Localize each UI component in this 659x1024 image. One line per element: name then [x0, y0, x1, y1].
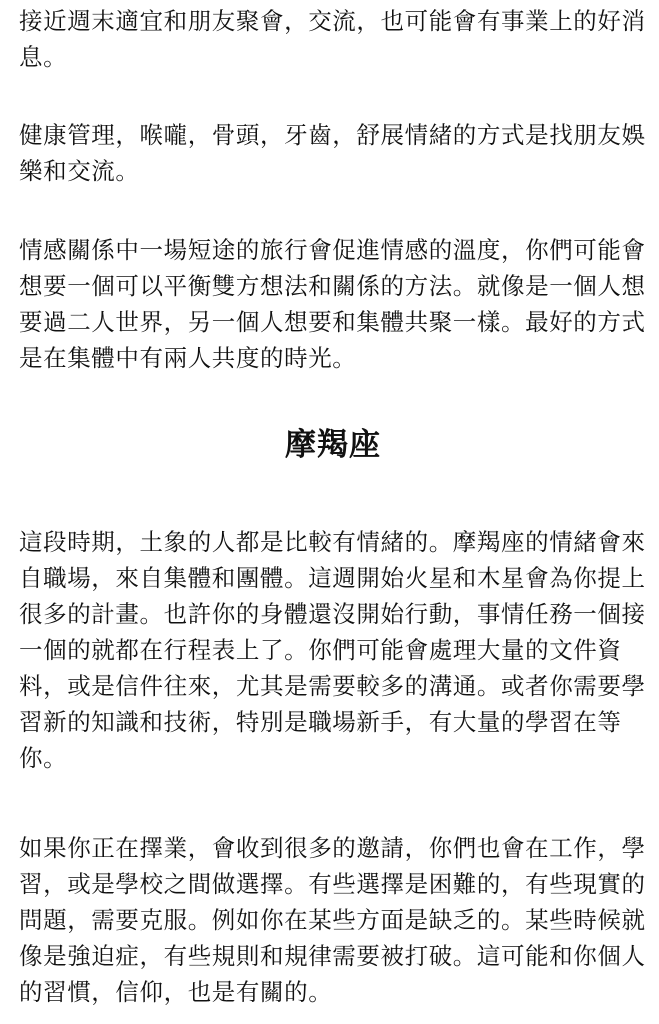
- paragraph-capricorn-career-choice: 如果你正在擇業，會收到很多的邀請，你們也會在工作，學習，或是學校之間做選擇。有些選擇是困難的，有些現實的問題，需要克服。例如你在某些方面是缺乏的。某些時候就像是強迫症，有些規則和規律需要被打破。這可能和你個人的習慣，信仰，也是有關的。: [19, 834, 646, 1006]
- paragraph-weekend-social: 接近週末適宜和朋友聚會，交流，也可能會有事業上的好消息。: [19, 7, 646, 71]
- section-heading-capricorn: 摩羯座: [285, 427, 381, 463]
- paragraph-capricorn-work: 這段時期，土象的人都是比較有情緒的。摩羯座的情緒會來自職場，來自集體和團體。這週開始火星和木星會為你提上很多的計畫。也許你的身體還沒開始行動，事情任務一個接一個的就都在行程表上了。你們可能會處理大量的文件資料，或是信件往來，尤其是需要較多的溝通。或者你需要學習新的知識和技術，特別是職場新手，有大量的學習在等你。: [19, 528, 646, 772]
- paragraph-health: 健康管理，喉嚨，骨頭，牙齒，舒展情緒的方式是找朋友娛樂和交流。: [19, 121, 646, 185]
- paragraph-relationship: 情感關係中一場短途的旅行會促進情感的溫度，你們可能會想要一個可以平衡雙方想法和關係的方法。就像是一個人想要過二人世界，另一個人想要和集體共聚一樣。最好的方式是在集體中有兩人共度的時光。: [19, 236, 646, 372]
